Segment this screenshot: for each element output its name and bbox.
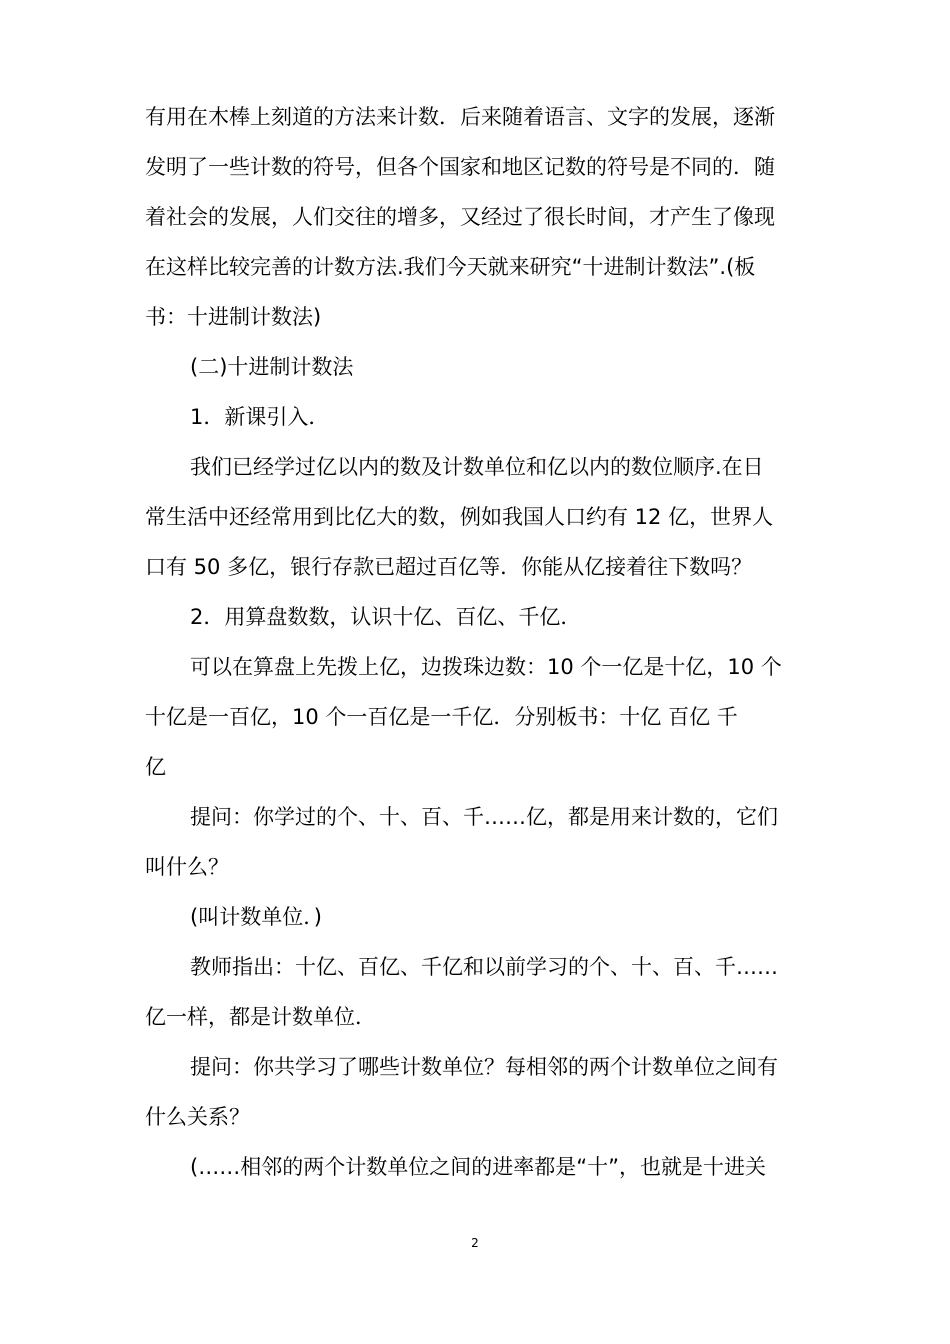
text-line-3: 着社会的发展，人们交往的增多，又经过了很长时间，才产生了像现	[145, 205, 775, 229]
section-heading: (二)十进制计数法	[190, 355, 354, 379]
text-line-10: 口有 50 多亿，银行存款已超过百亿等．你能从亿接着往下数吗？	[145, 555, 753, 579]
text-line-9: 常生活中还经常用到比亿大的数，例如我国人口约有 12 亿，世界人	[145, 505, 774, 529]
text-line-1: 有用在木棒上刻道的方法来计数．后来随着语言、文字的发展，逐渐	[145, 105, 775, 129]
subsection-heading-1: 1．新课引入．	[190, 405, 330, 429]
text-line-5: 书：十进制计数法)	[145, 305, 322, 329]
text-line-18: 教师指出：十亿、百亿、千亿和以前学习的个、十、百、千……	[190, 955, 778, 979]
page-number: 2	[471, 1236, 479, 1250]
text-line-21: 什么关系？	[145, 1105, 250, 1129]
text-line-8: 我们已经学过亿以内的数及计数单位和亿以内的数位顺序.在日	[190, 455, 764, 479]
text-line-20: 提问：你共学习了哪些计数单位？每相邻的两个计数单位之间有	[190, 1055, 778, 1079]
text-line-12: 可以在算盘上先拨上亿，边拨珠边数：10 个一亿是十亿，10 个	[190, 655, 782, 679]
text-line-16: 叫什么？	[145, 855, 229, 879]
text-line-4: 在这样比较完善的计数方法.我们今天就来研究“十进制计数法”.(板	[145, 255, 756, 279]
text-line-2: 发明了一些计数的符号，但各个国家和地区记数的符号是不同的．随	[145, 155, 775, 179]
text-line-19: 亿一样，都是计数单位．	[145, 1005, 376, 1029]
text-line-13: 十亿是一百亿，10 个一百亿是一千亿．分别板书：十亿 百亿 千	[145, 705, 738, 729]
text-line-17: (叫计数单位．)	[190, 905, 322, 929]
text-line-14: 亿	[145, 755, 166, 779]
text-line-22: (……相邻的两个计数单位之间的进率都是“十”，也就是十进关	[190, 1155, 766, 1179]
subsection-heading-2: 2．用算盘数数，认识十亿、百亿、千亿．	[190, 605, 582, 629]
text-line-15: 提问：你学过的个、十、百、千……亿，都是用来计数的，它们	[190, 805, 778, 829]
